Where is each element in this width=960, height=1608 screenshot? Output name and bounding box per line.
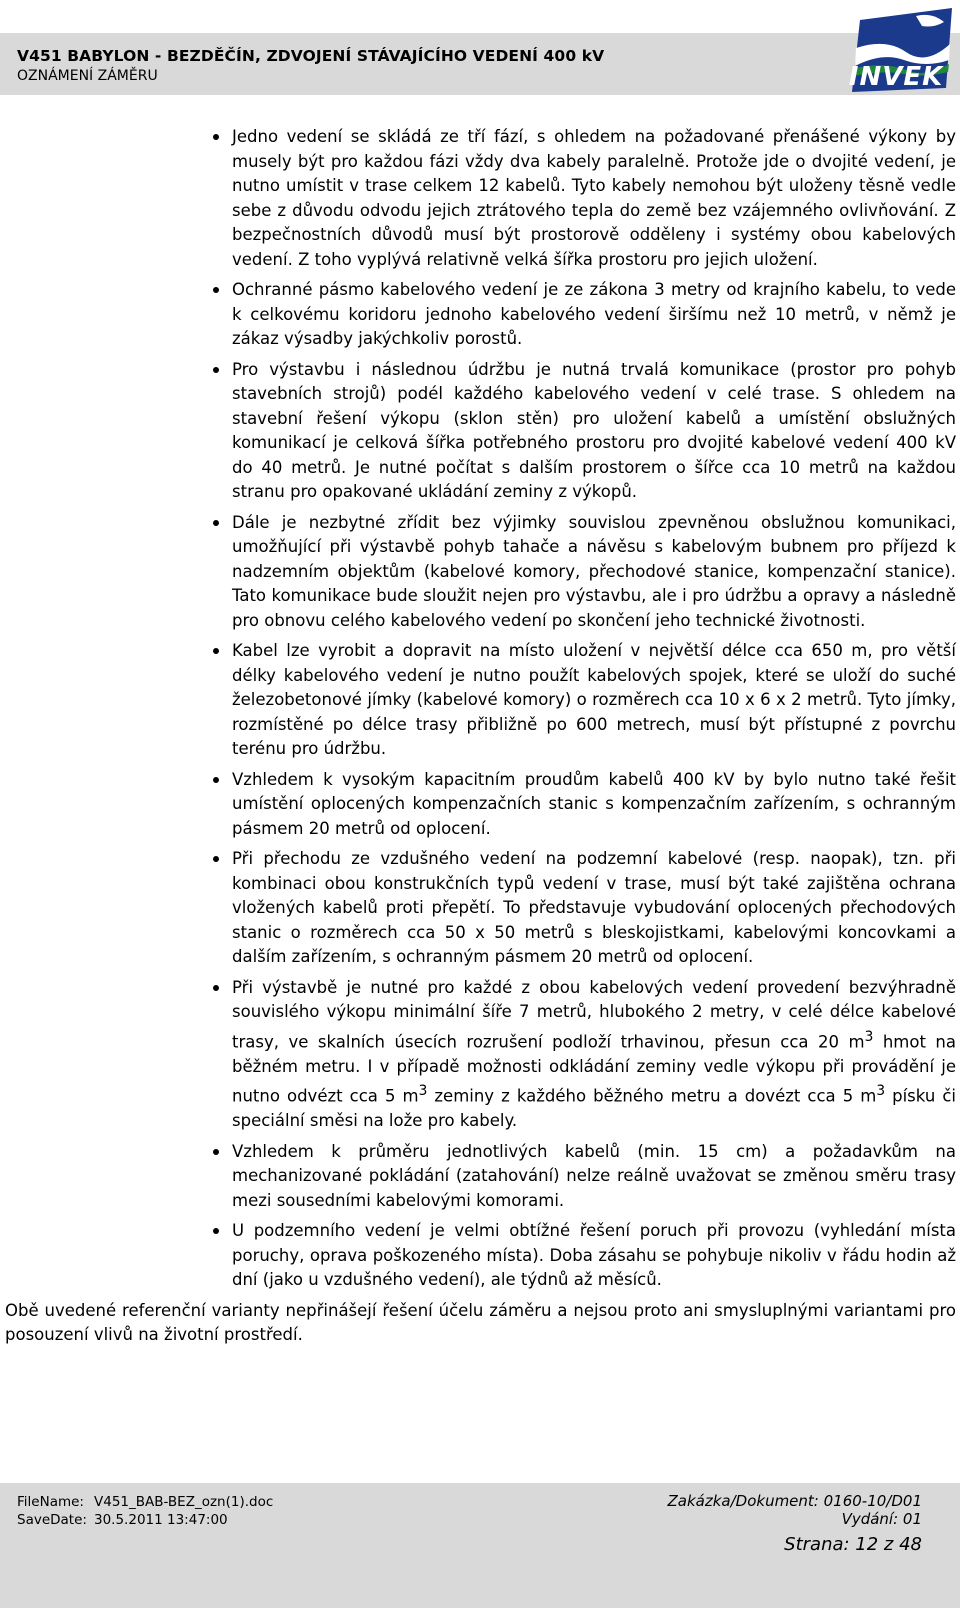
bullet-icon: [213, 1228, 219, 1234]
bullet-icon: [213, 777, 219, 783]
list-item: Ochranné pásmo kabelového vedení je ze zákona 3 metry od krajního kabelu, to vede k celkovému koridoru jednoho kabelového vedení širšímu než 10 metrů, v němž je zákaz výsadby jakýchkoliv porostů.: [232, 278, 956, 352]
contract-document-number: Zakázka/Dokument: 0160-10/D01: [667, 1492, 922, 1510]
bullet-icon: [213, 134, 219, 140]
savedate-label: SaveDate:: [17, 1512, 87, 1528]
list-item: U podzemního vedení je velmi obtížné řešení poruch při provozu (vyhledání místa poruchy, oprava poškozeného místa). Doba zásahu se pohybuje nikoliv v řádu hodin až dní (jako u vzdušného vedení), ale týdnů až měsíců.: [232, 1219, 956, 1293]
list-item: Kabel lze vyrobit a dopravit na místo uložení v největší délce cca 650 m, pro větší délky kabelového vedení je nutno použít kabelových spojek, které se uloží do suché železobetonové jímky (kabelové komory) o rozměrech cca 10 x 6 x 2 metrů. Tyto jímky, rozmístěné po délce trasy přibližně po 600 metrech, musí být přístupné z povrchu terénu pro údržbu.: [232, 639, 956, 762]
savedate-value: 30.5.2011 13:47:00: [94, 1512, 228, 1528]
list-item: Pro výstavbu i následnou údržbu je nutná trvalá komunikace (prostor pro pohyb stavebních strojů) podél každého kabelového vedení v celé trase. S ohledem na stavební řešení výkopu (sklon stěn) pro uložení kabelů a umístění obslužných komunikací je celková šířka potřebného prostoru pro dvojité kabelové vedení 400 kV do 40 metrů. Je nutné počítat s dalším prostorem o šířce cca 10 metrů na každou stranu pro opakované ukládání zeminy z výkopů.: [232, 358, 956, 505]
closing-paragraph: Obě uvedené referenční varianty nepřinášejí řešení účelu záměru a nejsou proto ani smysluplnými variantami pro posouzení vlivů na životní prostředí.: [5, 1300, 956, 1344]
list-item: Vzhledem k průměru jednotlivých kabelů (min. 15 cm) a požadavkům na mechanizované pokládání (zatahování) nelze reálně uvažovat se změnou směru trasy mezi sousedními kabelovými komorami.: [232, 1140, 956, 1214]
document-subtitle: OZNÁMENÍ ZÁMĚRU: [17, 68, 158, 84]
bullet-list: [0, 125, 960, 1293]
filename-value: V451_BAB-BEZ_ozn(1).doc: [94, 1494, 274, 1510]
list-item: Vzhledem k vysokým kapacitním proudům kabelů 400 kV by bylo nutno také řešit umístění oplocených kompenzačních stanic s kompenzačním zařízením, s ochranným pásmem 20 metrů od oplocení.: [232, 768, 956, 842]
filename-label: FileName:: [17, 1494, 84, 1510]
page-number: Strana: 12 z 48: [784, 1534, 922, 1555]
bullet-icon: [213, 367, 219, 373]
list-item: Při výstavbě je nutné pro každé z obou kabelových vedení provedení bezvýhradně souvislého výkopu minimální šíře 7 metrů, hlubokého 2 metry, v celé délce kabelové trasy, ve skalních úsecích rozrušení podloží trhavinou, přesun cca 20 $m^3$ hmot na běžném metru. I v případě možnosti odkládání zeminy vedle výkopu při provádění je nutno odvézt cca 5 $m^3$ zeminy z každého běžného metru a dovézt cca 5 $m^3$ písku či speciální směsi na lože pro kabely.: [232, 976, 956, 1134]
bullet-icon: [213, 648, 219, 654]
document-title: V451 BABYLON - BEZDĚČÍN, ZDVOJENÍ STÁVAJÍCÍHO VEDENÍ 400 kV: [17, 47, 605, 65]
list-item: Jedno vedení se skládá ze tří fází, s ohledem na požadované přenášené výkony by musely být pro každou fázi vždy dva kabely paralelně. Protože jde o dvojité vedení, je nutno umístit v trase celkem 12 kabelů. Tyto kabely nemohou být uloženy těsně vedle sebe z důvodu odvodu jejich ztrátového tepla do země bez vzájemného ovlivňování. Z bezpečnostních důvodů musí být prostorově odděleny i systémy obou kabelových vedení. Z toho vyplývá relativně velká šířka prostoru pro jejich uložení.: [232, 125, 956, 272]
bullet-icon: [213, 287, 219, 293]
bullet-icon: [213, 1149, 219, 1155]
document-body: [0, 125, 960, 1348]
bullet-icon: [213, 985, 219, 991]
logo-text: INVEK: [848, 62, 944, 92]
list-item: Při přechodu ze vzdušného vedení na podzemní kabelové (resp. naopak), tzn. při kombinaci obou konstrukčních typů vedení v trase, musí být také zajištěna ochrana vložených kabelů proti přepětí. To představuje vybudování oplocených přechodových stanic o rozměrech cca 50 x 50 metrů s bleskojistkami, kabelovými koncovkami a dalším zařízením, s ochranným pásmem 20 metrů od oplocení.: [232, 847, 956, 970]
list-item: Dále je nezbytné zřídit bez výjimky souvislou zpevněnou obslužnou komunikaci, umožňující při výstavbě pohyb tahače a návěsu s kabelovým bubnem pro příjezd k nadzemním objektům (kabelové komory, přechodové stanice, kompenzační stanice). Tato komunikace bude sloužit nejen pro výstavbu, ale i pro údržbu a opravy a následně pro obnovu celého kabelového vedení po skončení jeho technické životnosti.: [232, 511, 956, 634]
bullet-icon: [213, 520, 219, 526]
bullet-icon: [213, 856, 219, 862]
edition: Vydání: 01: [841, 1510, 922, 1528]
